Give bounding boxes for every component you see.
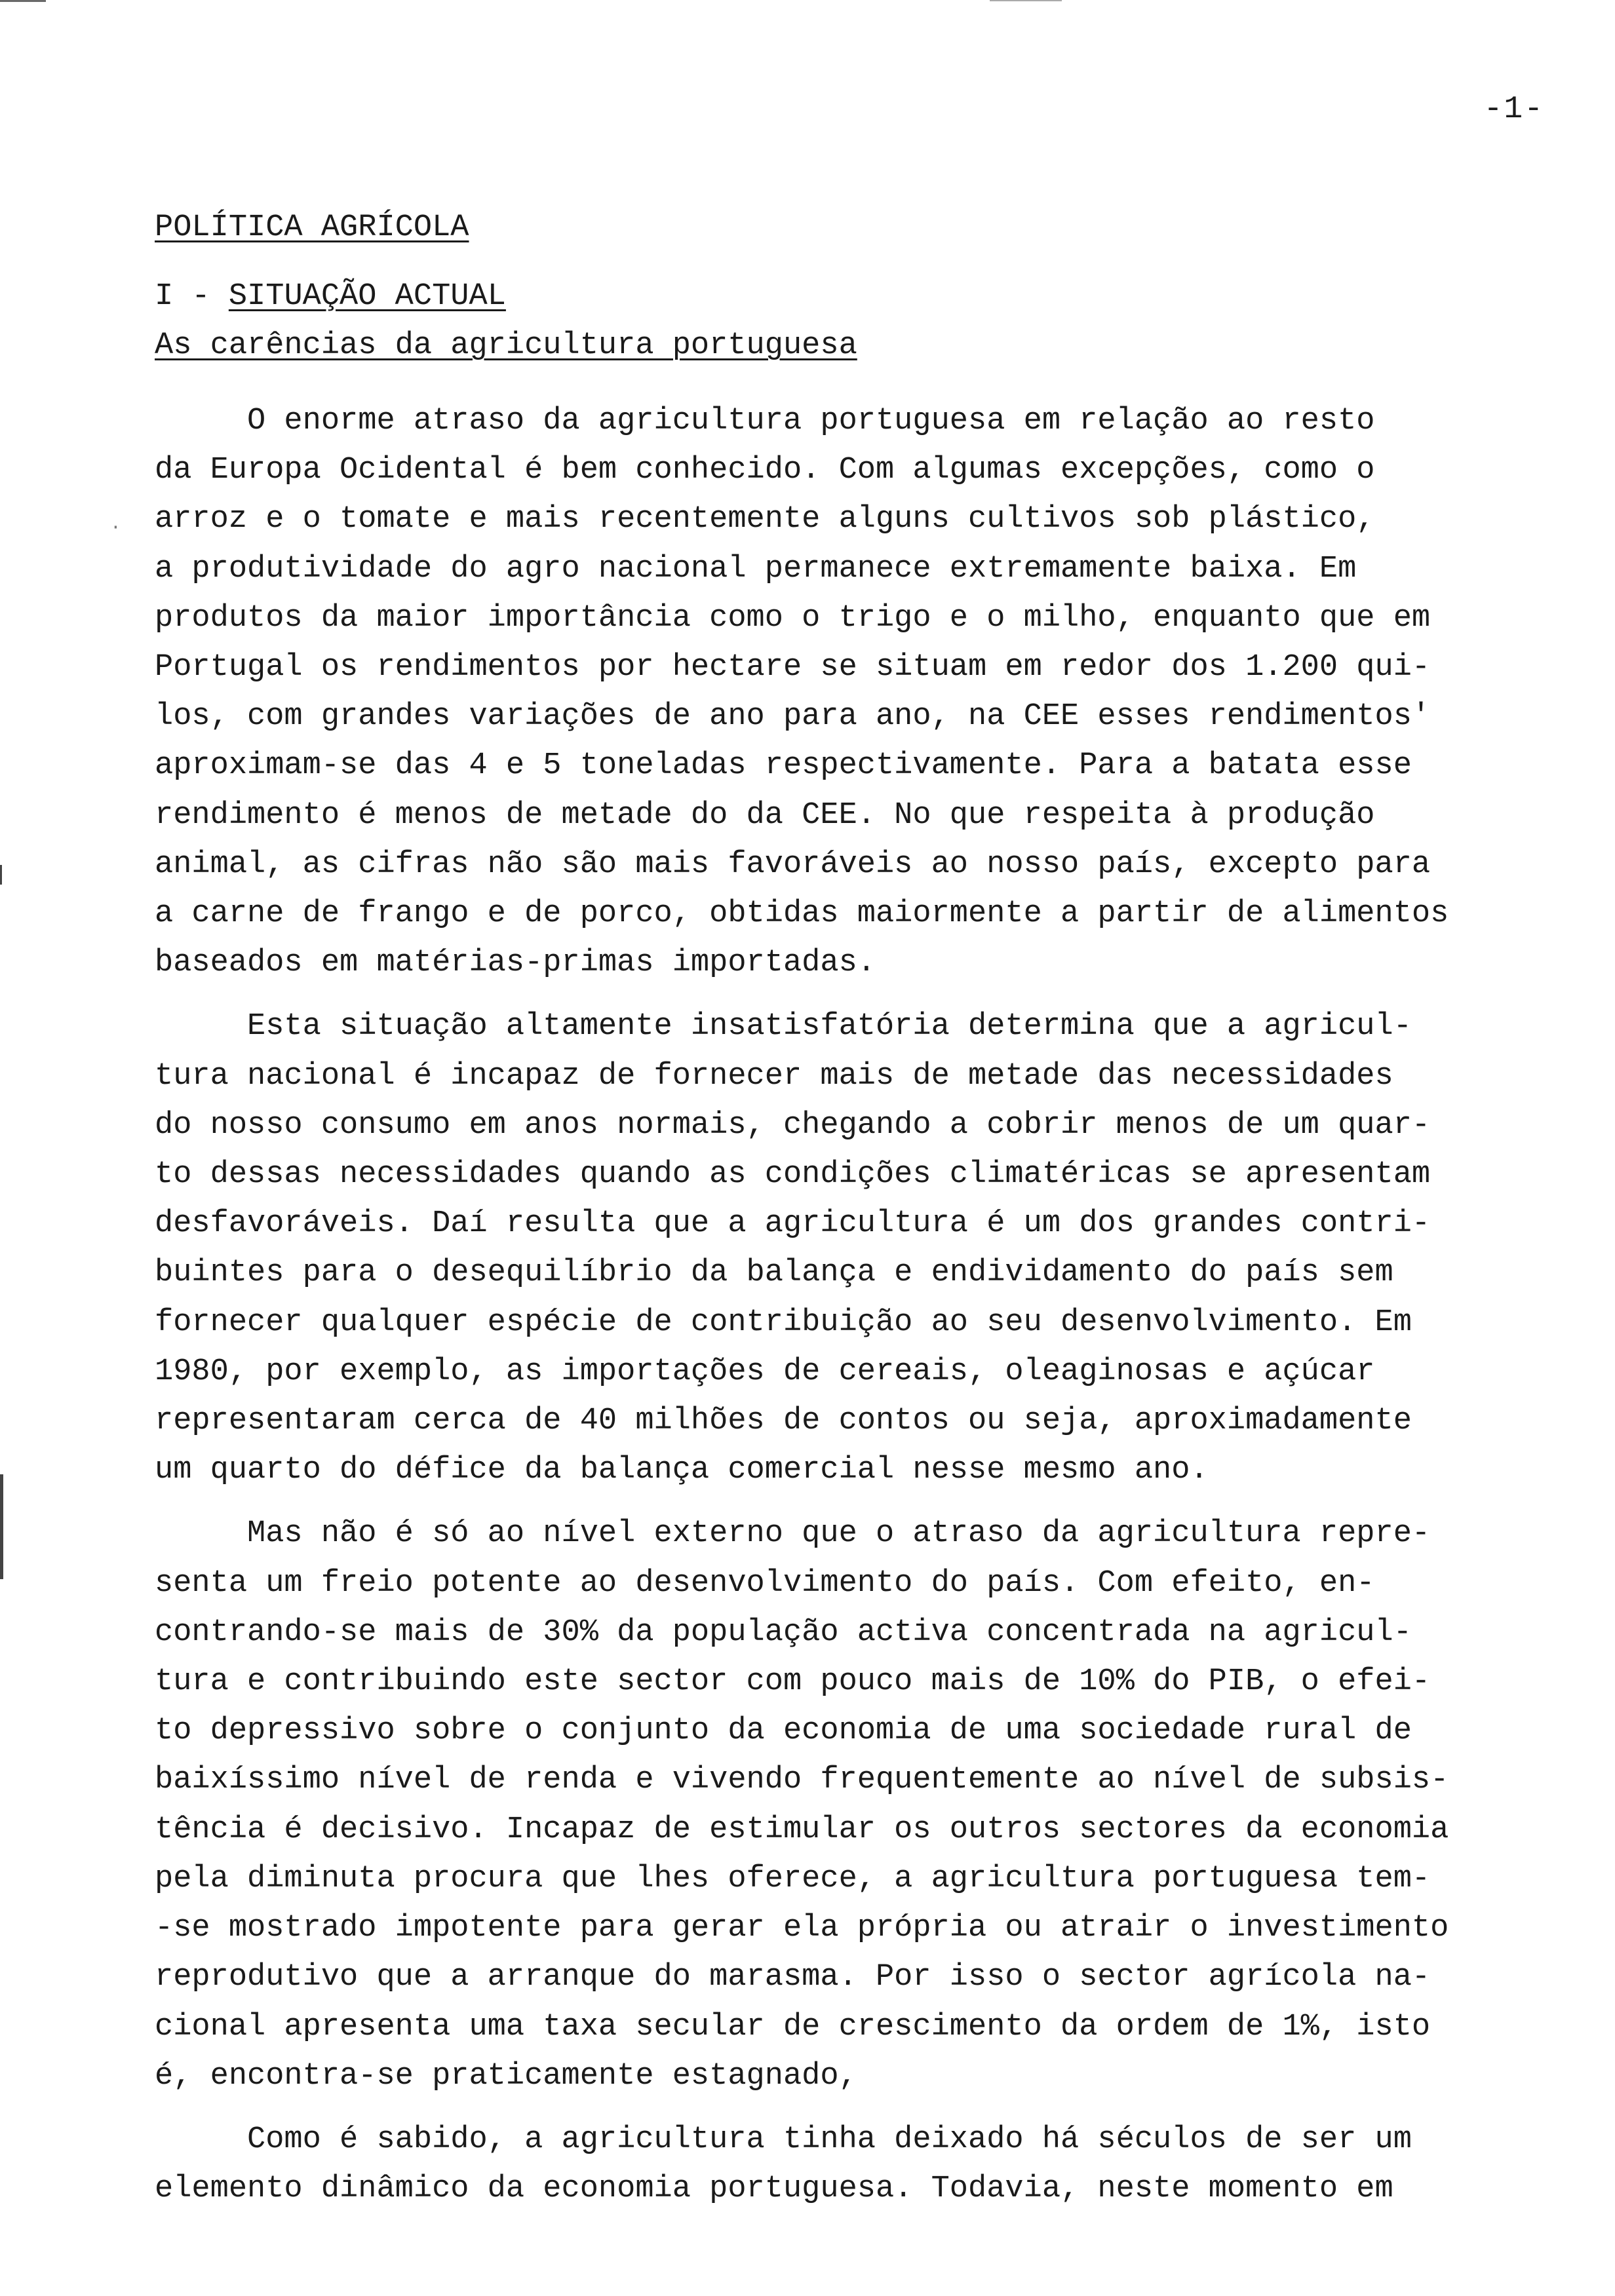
section-heading-line [155,272,857,321]
text-line: reprodutivo que a arranque do marasma. Por isso o sector agrícola na- [155,1960,1431,1995]
text-line: tura nacional é incapaz de fornecer mais de metade das necessidades [155,1058,1393,1094]
text-line: do nosso consumo em anos normais, chegando a cobrir menos de um quar- [155,1107,1431,1143]
section-subheading: As carências da agricultura portuguesa [155,328,857,363]
text-line: to depressivo sobre o conjunto da economia de uma sociedade rural de [155,1713,1412,1749]
text-line: Portugal os rendimentos por hectare se situam em redor dos 1.200 qui- [155,650,1431,685]
text-line: da Europa Ocidental é bem conhecido. Com algumas excepções, como o [155,453,1375,488]
page-number: -1- [1483,92,1544,127]
section-heading: SITUAÇÃO ACTUAL [228,279,506,314]
text-line: arroz e o tomate e mais recentemente alguns cultivos sob plástico, [155,502,1375,537]
text-line: a carne de frango e de porco, obtidas maiormente a partir de alimentos [155,896,1449,932]
text-line: baixíssimo nível de renda e vivendo frequentemente ao nível de subsis- [155,1763,1449,1798]
text-line: a produtividade do agro nacional permanece extremamente baixa. Em [155,551,1357,586]
text-line: baseados em matérias-primas importadas. [155,946,876,981]
text-line: Mas não é só ao nível externo que o atraso da agricultura repre- [155,1516,1431,1552]
text-line: -se mostrado impotente para gerar ela própria ou atrair o investimento [155,1911,1449,1946]
text-line: tura e contribuindo este sector com pouco mais de 10% do PIB, o efei- [155,1664,1431,1700]
text-line: produtos da maior importância como o trigo e o milho, enquanto que em [155,600,1431,636]
paragraph-4 [155,2115,1531,2213]
text-line: to dessas necessidades quando as condições climatéricas se apresentam [155,1157,1431,1193]
paragraph-1 [155,396,1531,987]
text-line: contrando-se mais de 30% da população activa concentrada na agricul- [155,1615,1412,1650]
text-line: fornecer qualquer espécie de contribuição ao seu desenvolvimento. Em [155,1305,1412,1340]
text-line: buintes para o desequilíbrio da balança e endividamento do país sem [155,1255,1393,1291]
text-line: los, com grandes variações de ano para ano, na CEE esses rendimentos' [155,699,1431,735]
section-prefix: I - [155,279,229,314]
text-line: um quarto do défice da balança comercial nesse mesmo ano. [155,1453,1209,1488]
scan-edge-mark [990,0,1062,1]
text-line: Esta situação altamente insatisfatória determina que a agricul- [155,1009,1412,1044]
text-line: senta um freio potente ao desenvolvimento do país. Com efeito, en- [155,1565,1375,1601]
text-line: rendimento é menos de metade do da CEE. No que respeita à produção [155,797,1375,833]
paragraph-2 [155,1002,1531,1495]
text-line: O enorme atraso da agricultura portuguesa em relação ao resto [155,404,1375,438]
text-line: elemento dinâmico da economia portuguesa. Todavia, neste momento em [155,2172,1393,2207]
text-line: aproximam-se das 4 e 5 toneladas respectivamente. Para a batata esse [155,748,1412,784]
text-line: 1980, por exemplo, as importações de cereais, oleaginosas e açúcar [155,1354,1375,1389]
text-line: pela diminuta procura que lhes oferece, a agricultura portuguesa tem- [155,1861,1431,1896]
scan-margin-mark [0,865,2,885]
heading-block [155,203,857,370]
text-line: Como é sabido, a agricultura tinha deixado há séculos de ser um [155,2122,1412,2157]
body-text [155,396,1531,2228]
text-line: é, encontra-se praticamente estagnado, [155,2058,857,2094]
text-line: animal, as cifras não são mais favoráveis ao nosso país, excepto para [155,847,1431,882]
paragraph-3 [155,1509,1531,2100]
text-line: tência é decisivo. Incapaz de estimular os outros sectores da economia [155,1812,1449,1847]
scan-speck: · [110,518,121,538]
text-line: desfavoráveis. Daí resulta que a agricultura é um dos grandes contri- [155,1206,1431,1242]
text-line: cional apresenta uma taxa secular de crescimento da ordem de 1%, isto [155,2009,1431,2044]
scan-edge-mark [0,0,46,2]
text-line: representaram cerca de 40 milhões de contos ou seja, aproximadamente [155,1404,1412,1439]
document-title: POLÍTICA AGRÍCOLA [155,210,469,245]
heading-spacer [155,252,857,272]
scan-margin-mark [0,1474,3,1579]
